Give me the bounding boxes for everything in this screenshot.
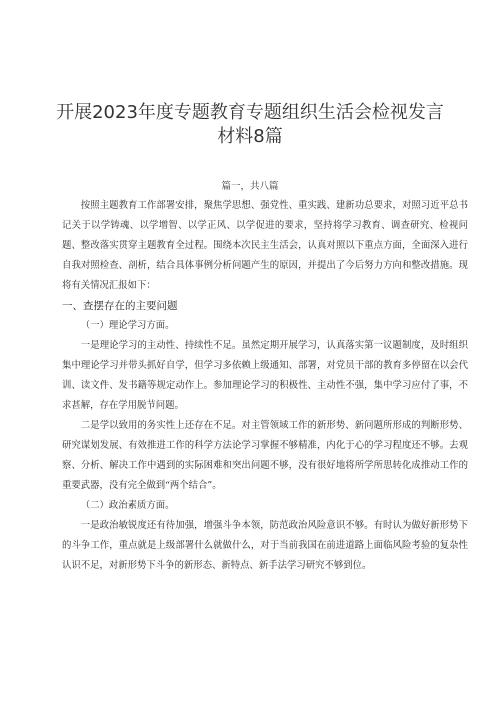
- body-paragraph: 二是学以致用的务实性上还存在不足。对主管领域工作的新形势、新问题所形成的判断形势、研究谋划发展、有效推进工作的科学方法论学习掌握不够精准，内化于心的学习程度还不够。去观察、分析、解决工作中遇到的实际困难和突出问题不够，没有很好地将所学所思转化成推动工作的重要武器，没有完全做到“两个结合”。: [62, 420, 468, 491]
- body-paragraph: 一是政治敏锐度还有待加强，增强斗争本领，防范政治风险意识不够。有时认为做好新形势下的斗争工作，重点就是上级部署什么就做什么，对于当前我国在前进道路上面临风险考验的复杂性认识不足，对新形势下斗争的新形态、新特点、新手法学习研究不够到位。: [62, 520, 468, 571]
- body-paragraph: 一是理论学习的主动性、持续性不足。虽然定期开展学习，认真落实第一议题制度，及时组织集中理论学习并带头抓好自学，但学习多依赖上级通知、部署，对党员干部的教育多停留在以会代训、读文件、发书籍等规定动作上。参加理论学习的积极性、主动性不强，集中学习应付了事，不求甚解，存在学用脱节问题。: [62, 340, 468, 411]
- document-subtitle: 篇一，共八篇: [221, 181, 279, 192]
- subsection-heading: （一）理论学习方面。: [80, 320, 175, 331]
- document-title-line-1: 开展2023年度专题教育专题组织生活会检视发言: [56, 102, 444, 123]
- document-title-line-2: 材料8篇: [217, 126, 283, 147]
- section-heading: 一、查摆存在的主要问题: [62, 300, 178, 312]
- intro-paragraph: 按照主题教育工作部署安排，聚焦学思想、强党性、重实践、建新功总要求，对照习近平总书记关于以学铸魂、以学增智、以学正风、以学促进的要求，坚持将学习教育、调查研究、检视问题、整改落实贯穿主题教育全过程。围绕本次民主生活会，认真对照以下重点方面，全面深入进行自我对照检查、剖析，结合具体事例分析问题产生的原因，并提出了今后努力方向和整改措施。现将有关情况汇报如下：: [62, 200, 468, 291]
- subsection-heading: （二）政治素质方面。: [80, 500, 175, 511]
- document-body: [62, 196, 468, 576]
